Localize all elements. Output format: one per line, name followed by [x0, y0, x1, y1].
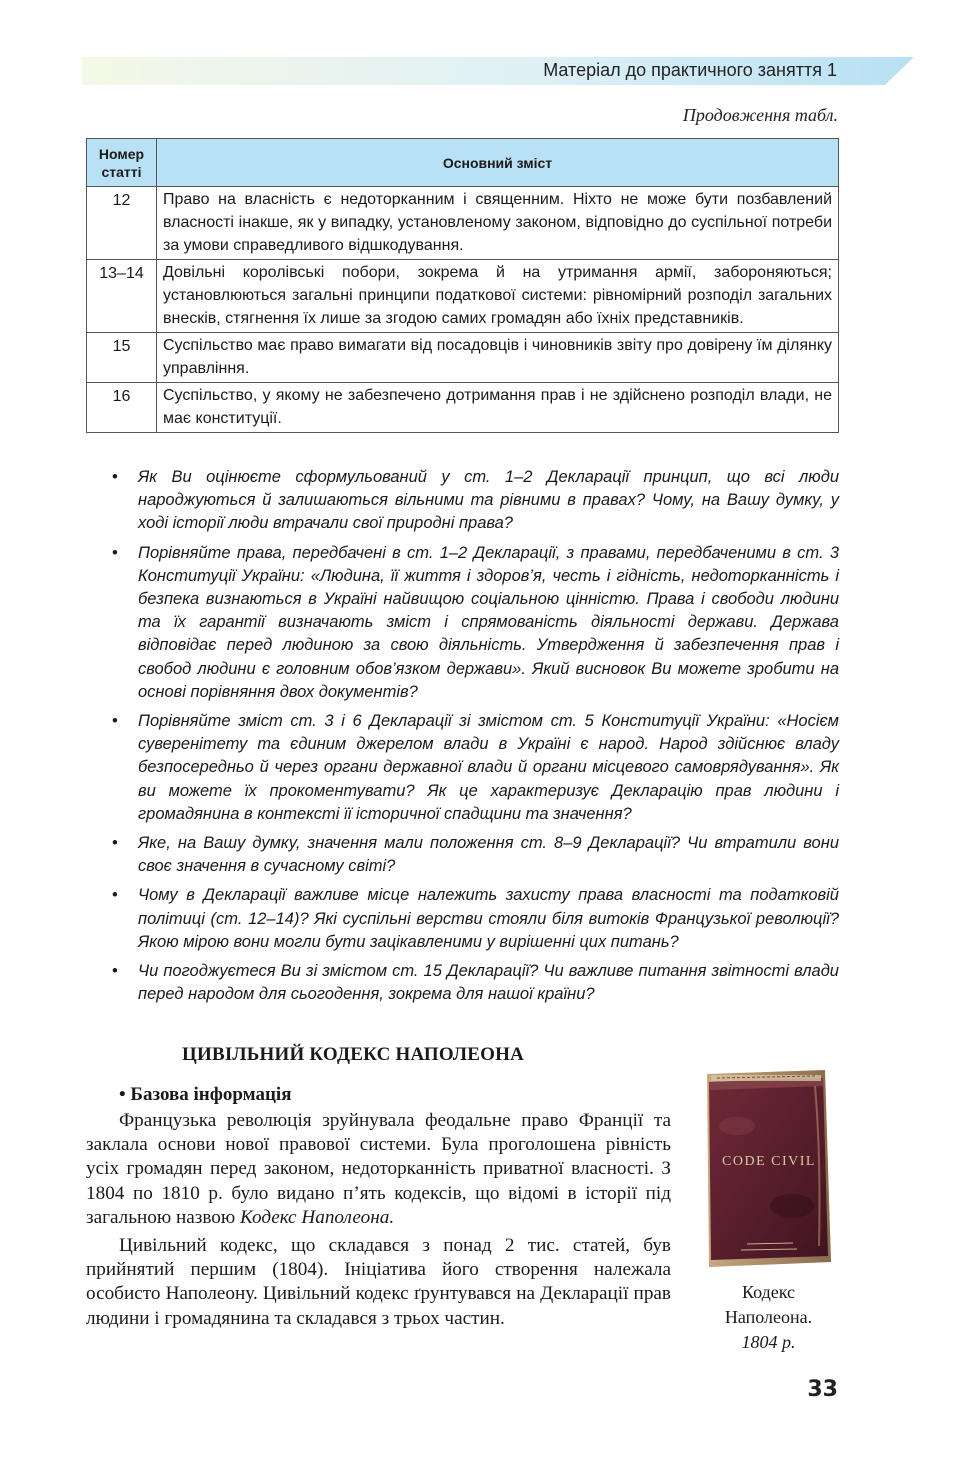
- section-body: [86, 1109, 671, 1331]
- bullet-icon: •: [112, 543, 118, 562]
- table-row: [87, 187, 839, 260]
- bullet-icon: •: [112, 886, 118, 905]
- caption-line: Кодекс: [741, 1282, 796, 1302]
- bullet-icon: •: [112, 834, 118, 853]
- discussion-questions-list: [112, 466, 839, 1012]
- article-number: 13–14: [87, 260, 157, 333]
- paragraph: [86, 1109, 671, 1230]
- table-header-row: [87, 139, 839, 187]
- book-cover-title: CODE CIVIL: [722, 1154, 816, 1169]
- question-text: Чи погоджуєтеся Ви зі змістом ст. 15 Декларації? Чи важливе питання звітності влади перед народом для сьогодення, зокрема для нашої країни?: [138, 962, 839, 1004]
- subheading-basic-info: • Базова інформація: [119, 1084, 292, 1105]
- question-text: Порівняйте права, передбачені в ст. 1–2 Декларації, з правами, передбаченими в ст. 3 Конституції України: «Людина, її життя і здоров’я, честь і гідність, недоторканність і безпека визнаються в Україні найвищою соціальною цінністю. Права і свободи людини та їх гарантії визначають зміст і спрямованість діяльності держави. Держава відповідає перед людиною за свою діяльність. Утвердження й забезпечення прав і свобод людини є головним обов’язком держави». Який висновок Ви можете зробити на основі порівняння двох документів?: [138, 543, 839, 701]
- caption-year: 1804 р.: [741, 1332, 796, 1352]
- bullet-icon: •: [112, 712, 118, 731]
- question-item: [112, 466, 839, 536]
- paragraph: Цивільний кодекс, що складався з понад 2 тис. статей, був прийнятий першим (1804). Ініціатива його створення належала особисто Наполеону. Цивільний кодекс ґрунтувався на Декларації прав людини і громадянина та складався з трьох частин.: [86, 1235, 671, 1329]
- question-text: Яке, на Вашу думку, значення мали положення ст. 8–9 Декларації? Чи втратили вони своє значення в сучасному світі?: [138, 834, 839, 876]
- question-item: [112, 542, 839, 704]
- question-item: [112, 710, 839, 826]
- running-header-title: Матеріал до практичного заняття 1: [543, 60, 837, 80]
- code-civil-book-image: [697, 1066, 840, 1273]
- figure-caption: [697, 1280, 840, 1355]
- question-text: Чому в Декларації важливе місце належить захисту права власності та податковій політиці (ст. 12–14)? Які суспільні верстви стояли біля витоків Французької революції? Якою мірою вони могли бути зацікавленими у вирішенні цих питань?: [138, 886, 839, 951]
- table-row: [87, 333, 839, 383]
- table-continuation-label: Продовження табл.: [682, 105, 838, 125]
- question-item: [112, 832, 839, 878]
- article-number: 12: [87, 187, 157, 260]
- question-item: [112, 884, 839, 954]
- bullet-icon: •: [112, 962, 118, 981]
- caption-line: Наполеона.: [724, 1307, 813, 1327]
- question-text: Порівняйте зміст ст. 3 і 6 Декларації зі змістом ст. 5 Конституції України: «Носієм суверенітету та єдиним джерелом влади в Україні є народ. Народ здійснює владу безпосередньо й через органи державної влади й органи місцевого самоврядування». Як ви можете їх прокоментувати? Як це характеризує Декларацію прав людини і громадянина в контексті її історичної спадщини та значення?: [138, 712, 839, 823]
- table-row: [87, 383, 839, 433]
- article-content: Право на власність є недоторканним і священним. Ніхто не може бути позбавлений власності інакше, як у випадку, установленому законом, відповідно до суспільної потреби за умови справедливого відшкодування.: [157, 187, 839, 260]
- column-header-number: Номер статті: [87, 139, 157, 187]
- page-number: 33: [807, 1377, 838, 1402]
- question-item: [112, 960, 839, 1006]
- article-number: 16: [87, 383, 157, 433]
- code-name-italic: Кодекс Наполеона.: [240, 1206, 395, 1228]
- column-header-content: Основний зміст: [157, 139, 839, 187]
- paragraph-text: Французька революція зруйнувала феодальне право Франції та заклала основи нової правової системи. Була проголошена рівність усіх громадян перед законом, недоторканність приватної власності. З 1804 по 1810 р. було видано п’ять кодексів, що відомі в історії під загальною назвою: [86, 1110, 671, 1228]
- table-row: [87, 260, 839, 333]
- bullet-icon: •: [112, 468, 118, 486]
- declaration-articles-table: [86, 138, 839, 433]
- article-content: Суспільство має право вимагати від посадовців і чиновників звіту про довірену їм ділянку управління.: [157, 333, 839, 383]
- section-title: ЦИВІЛЬНИЙ КОДЕКС НАПОЛЕОНА: [182, 1044, 525, 1065]
- article-content: Суспільство, у якому не забезпечено дотримання прав і не здійснено розподіл влади, не має конституції.: [157, 383, 839, 433]
- article-content: Довільні королівські побори, зокрема й на утримання армії, забороняються; установлюються загальні принципи податкової системи: рівномірний розподіл загальних внесків, стягнення їх лише за згодою самих громадян або їхніх представників.: [157, 260, 839, 333]
- article-number: 15: [87, 333, 157, 383]
- question-text: Як Ви оцінюєте сформульований у ст. 1–2 Декларації принцип, що всі люди народжуються й залишаються вільними та рівними в правах? Чому, на Вашу думку, у ході історії люди втрачали свої природні права?: [138, 468, 839, 533]
